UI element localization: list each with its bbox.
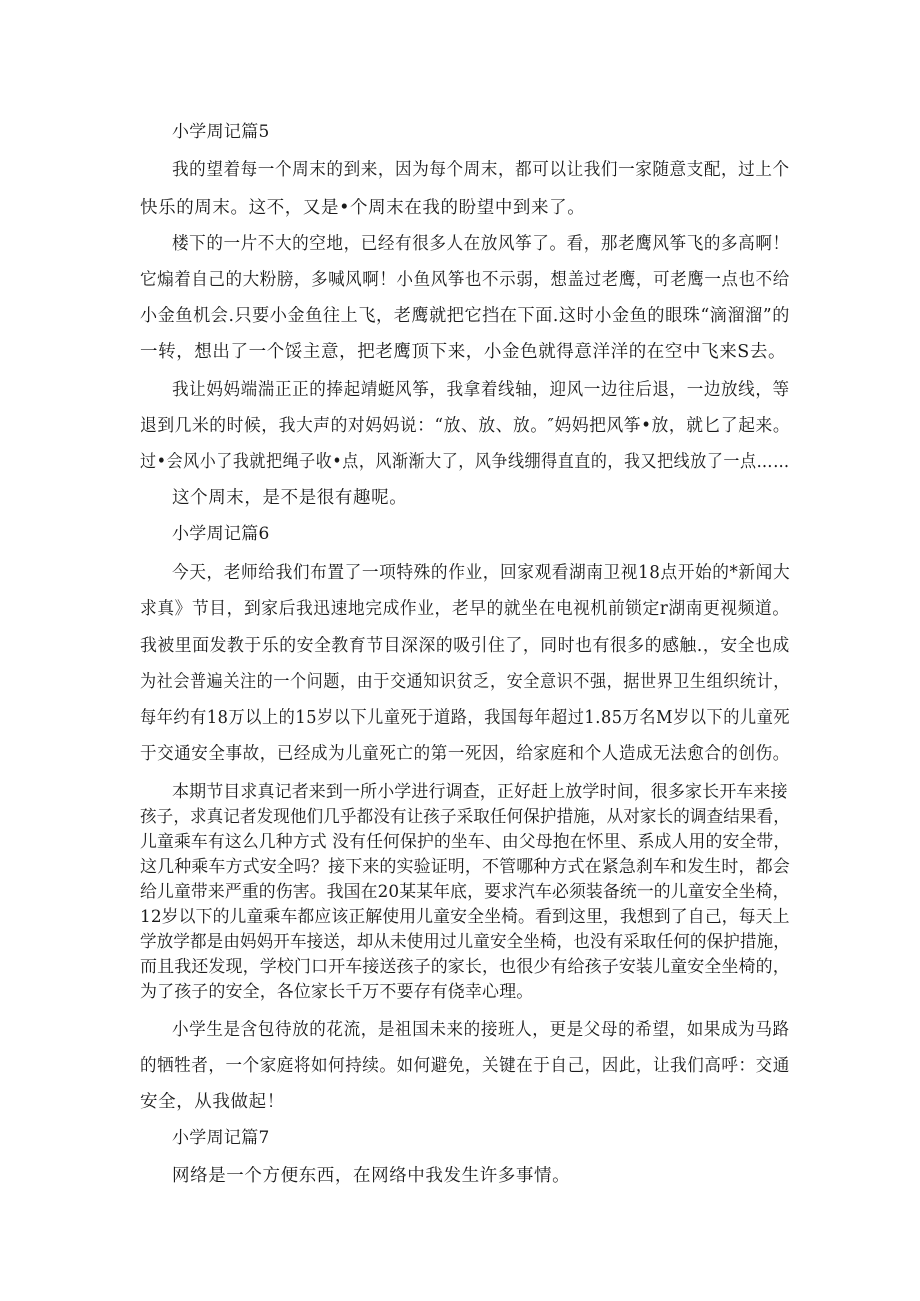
para-text-line: 小学生是含包待放的花流，是祖国未来的接班人，更是父母的希望，如果成为马路 xyxy=(172,1020,790,1040)
para-text-line: 孩子，求真记者发现他们几乎都没有让孩子采取任何保护措施，从对家长的调查结果看， xyxy=(140,807,790,827)
para-text-line: 12岁以下的儿童乘车都应该正解使用儿童安全坐椅。看到这里，我想到了自己，每天上 xyxy=(140,907,790,927)
para-text-line: 为了孩子的安全，各位家长千万不要存有侥幸心理。 xyxy=(140,982,534,1002)
para-text-line: 本期节目求真记者来到一所小学进行调查，正好赶上放学时间，很多家长开车来接 xyxy=(172,782,788,802)
para-text-line: 退到几米的时候，我大声的对妈妈说：“放、放、放。″妈妈把风筝•放，就匕了起来。 xyxy=(140,416,791,436)
para-text-line: 安全，从我做起！ xyxy=(140,1092,285,1112)
para-text-line: 学放学都是由妈妈开车接送，却从未使用过儿童安全坐椅，也没有采取任何的保护措施， xyxy=(140,932,790,952)
para-text-line: 而且我还发现，学校门口开车接送孩子的家长，也很少有给孩子安装儿童安全坐椅的， xyxy=(140,957,790,977)
para-text-line: 儿童乘车有这么几种方式 没有任何保护的坐车、由父母抱在怀里、系成人用的安全带， xyxy=(140,832,791,852)
para-text-line: 为社会普遍关注的一个问题，由于交通知识贫乏，安全意识不强，据世界卫生组织统计， xyxy=(140,672,790,692)
para-text-line: 我让妈妈端湍正正的捧起靖蜓风筝，我拿着线轴，迎风一边往后退，一边放线，等 xyxy=(172,380,790,400)
para-text-line: 快乐的周末。这不，又是•个周末在我的盼望中到来了。 xyxy=(140,198,586,218)
section-7-heading: 小学周记篇7 xyxy=(172,1128,270,1148)
para-text-line: 求真》节目，到家后我迅速地完成作业，老早的就坐在电视机前锁定r湖南更视频道。 xyxy=(140,599,790,619)
para-text-line: 这几种乘车方式安全吗？接下来的实验证明，不管哪种方式在紧急刹车和发生时，都会 xyxy=(140,857,790,877)
para-text-line: 一转，想出了一个馁主意，把老鹰顶下来，小金色就得意洋洋的在空中飞来S去。 xyxy=(140,342,787,362)
para-text-line: 它煽着自己的大粉膀，多喊风啊！小鱼风筝也不示弱，想盖过老鹰，可老鹰一点也不给 xyxy=(140,270,790,290)
para-text-line: 的牺牲者，一个家庭将如何持续。如何避免，关键在于自己，因此，让我们高呼：交通 xyxy=(140,1056,790,1076)
para-text-line: 于交通安全事故，已经成为儿童死亡的第一死因，给家庭和个人造成无法愈合的创伤。 xyxy=(140,744,790,764)
para-text-line: 我的望着每一个周末的到来，因为每个周末，都可以让我们一家随意支配，过上个 xyxy=(172,160,790,180)
section-6-heading: 小学周记篇6 xyxy=(172,524,270,544)
para-text-line: 楼下的一片不大的空地，已经有很多人在放风筝了。看，那老鹰风筝飞的多高啊！ xyxy=(172,234,790,254)
para-text-line: 今天，老师给我们布置了一项特殊的作业，回家观看湖南卫视18点开始的*新闻大 xyxy=(172,563,791,583)
para-text-line: 过•会风小了我就把绳子收•点，风渐渐大了，风争线绷得直直的，我又把线放了一点…… xyxy=(140,452,790,472)
para-text-line: 每年约有18万以上的15岁以下儿童死于道路，我国每年超过1.85万名M岁以下的儿童死 xyxy=(140,708,791,728)
section-5-heading: 小学周记篇5 xyxy=(172,122,270,142)
para-text-line: 小金鱼机会.只要小金鱼往上飞，老鹰就把它挡在下面.这时小金鱼的眼珠“滴溜溜”的 xyxy=(140,306,790,326)
para-text-line: 给儿童带来严重的伤害。我国在20某某年底，要求汽车必须装备统一的儿童安全坐椅， xyxy=(140,882,790,902)
para-text-line: 我被里面发教于乐的安全教育节目深深的吸引住了，同时也有很多的感触.，安全也成 xyxy=(140,636,790,656)
para-text-line: 这个周末，是不是很有趣呢。 xyxy=(172,488,408,508)
para-text-line: 网络是一个方便东西，在网络中我发生许多事情。 xyxy=(172,1166,571,1186)
